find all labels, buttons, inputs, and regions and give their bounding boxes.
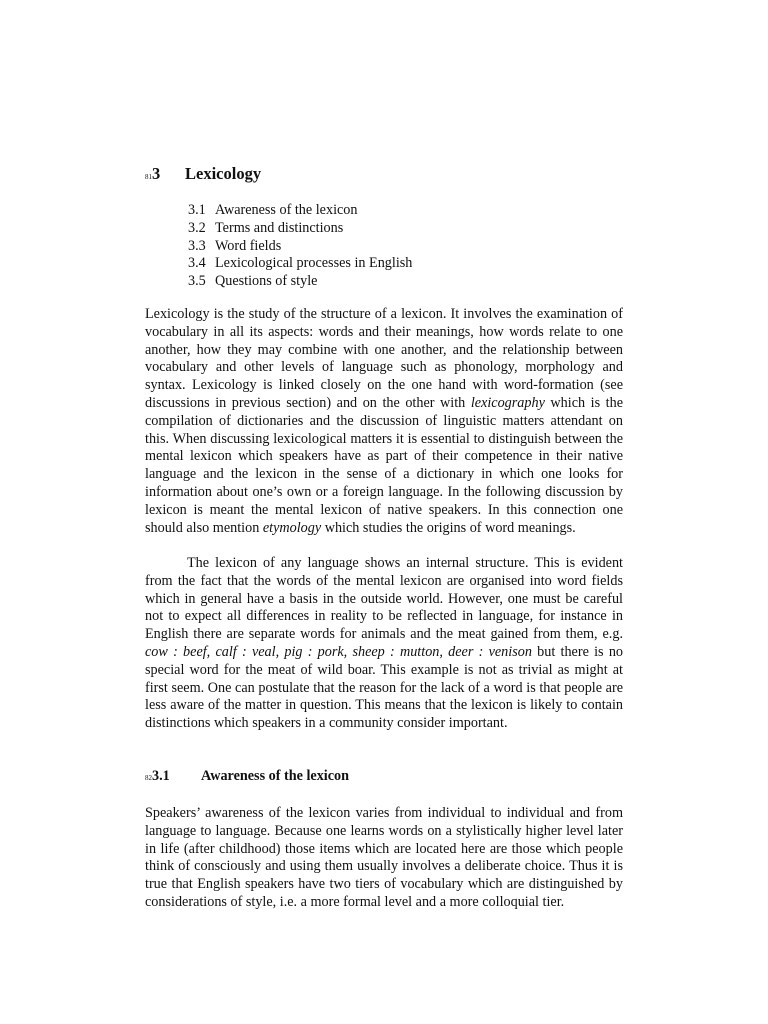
text-run: which studies the origins of word meanings.: [321, 519, 576, 536]
chapter-number: [145, 164, 185, 184]
toc-item-number: 3.1: [188, 202, 206, 218]
section-title: Awareness of the lexicon: [201, 768, 350, 784]
text-run: The lexicon of any language shows an internal structure. This is evident from the fact that the words of the mental lexicon are organised into word fields which in general have a basis in the outside world. However, one must be careful not to expect all differences in reality to be reflected in language, for instance in English there are separate words for animals and the meat gained from them, e.g.: [145, 555, 623, 643]
toc-item-number: 3.2: [188, 219, 206, 236]
text-run: but there is no special word for the meat of wild boar. This example is not as trivial as might at first seem. One can postulate that the reason for the lack of a word is that people are less aware of the matter in question. This means that the lexicon is likely to contain distinctions which speakers in a community consider important.: [145, 643, 624, 732]
table-of-contents: [188, 202, 412, 291]
page-marker: 81: [145, 173, 152, 181]
toc-item-number: 3.5: [188, 273, 206, 290]
toc-item-number: 3.4: [188, 255, 206, 272]
chapter-title: Lexicology: [185, 164, 262, 183]
italic-examples: cow : beef, calf : veal, pig : pork, sheep : mutton, deer : venison: [145, 643, 532, 660]
chapter-heading: [145, 164, 261, 184]
section-number-value: 3.1: [152, 768, 170, 784]
toc-item-number: 3.3: [188, 237, 206, 254]
toc-item-label: Questions of style: [215, 273, 318, 290]
awareness-paragraph: Speakers’ awareness of the lexicon varies from individual to individual and from language to language. Because one learns words on a stylistically higher level later in life (after childhood) those items which are located here are those which people think of consciously and using them usually involves a deliberate choice. Thus it is true that English speakers have two tiers of vocabulary which are distinguished by considerations of style, i.e. a more formal level and a more colloquial tier.: [145, 805, 623, 910]
section-number: [145, 768, 201, 785]
toc-item-label: Terms and distinctions: [215, 219, 344, 236]
toc-item-label: Awareness of the lexicon: [215, 202, 358, 218]
page-marker: 82: [145, 774, 152, 782]
toc-item: [188, 238, 412, 256]
structure-paragraph: [145, 555, 623, 733]
toc-item-label: Lexicological processes in English: [215, 255, 413, 272]
toc-item: [188, 202, 412, 220]
toc-item: [188, 273, 412, 291]
italic-term: lexicography: [470, 394, 545, 411]
intro-paragraph: [145, 306, 623, 537]
italic-term: etymology: [262, 519, 322, 536]
chapter-number-value: 3: [152, 164, 161, 183]
toc-item: [188, 220, 412, 238]
toc-item-label: Word fields: [215, 237, 282, 254]
text-run: which is the compilation of dictionaries and the discussion of linguistic matters attendant on this. When discussing lexicological matters it is essential to distinguish between the mental lexicon which speakers have as part of their competence in their native language and the lexicon in the sense of a dictionary in which one looks for information about one’s own or a foreign language. In the following discussion by lexicon is meant the mental lexicon of native speakers. In this connection one should also mention: [145, 394, 624, 536]
section-heading: [145, 768, 349, 785]
toc-item: [188, 255, 412, 273]
text-run: Lexicology is the study of the structure of a lexicon. It involves the examination of vocabulary in all its aspects: words and their meanings, how words relate to one another, how they may combine with one another, and the relationship between vocabulary and other levels of language such as phonology, morphology and syntax. Lexicology is linked closely on the one hand with word-formation (see discussions in previous section) and on the other with: [145, 306, 623, 411]
